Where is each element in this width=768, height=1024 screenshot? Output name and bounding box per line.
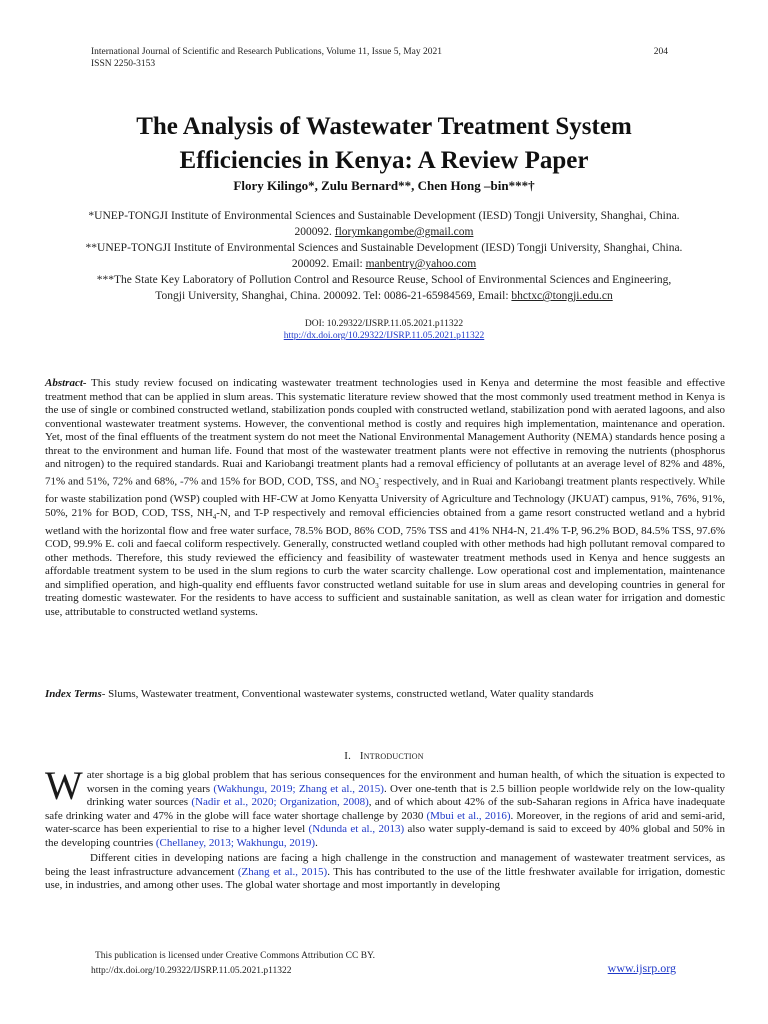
abstract — [45, 377, 725, 619]
paper-title — [40, 110, 728, 178]
affiliation-2 — [84, 240, 684, 272]
intro-text: . This has contributed to the use of the little freshwater available for irrigation, domestic use, in industries, and among other uses. The global water shortage and most importantly in developing — [45, 865, 725, 892]
journal-header: International Journal of Scientific and Research Publications, Volume 11, Issue 5, May 2021 — [91, 47, 442, 57]
index-terms-label: Index Terms — [45, 688, 102, 700]
citation-link[interactable]: (Chellaney, 2013; Wakhungu, 2019) — [155, 836, 316, 849]
nh4-subscript: 4 — [212, 512, 217, 521]
section-number: I. — [344, 750, 352, 762]
abstract-text-a: This study review focused on indicating wastewater treatment technologies used in Kenya and determine the most feasible and effective treatment method that can be applied in slum areas. This systematic literature review showed that the most commonly used treatment method in Kenya is the use of single or combined constructed wetland, stabilization ponds coupled with constructed wetland, stabilization pond with aerated lagoons, and also conventional wastewater treatment systems. However, the conventional method is costly and requires high implementation, maintenance and operation. Yet, most of the final effluents of the treatment system do not meet the National Environmental Management Authority (NEMA) standards hence posing a threat to the environment and human life. Found that most of the wastewater treatment plants were not effective in removing the nutrients (phosphorus and nitrogen) to the required standards. Ruai and Kariobangi treatment plants had a removal efficiency of pollutants at an average level of 82% and 48%, 71% and 51%, 72% and 68%, -7% and 15% for BOD, COD, TSS, and NO — [45, 377, 725, 488]
intro-text: . Over one-tenth that is 2.5 billion people worldwide rely on the low-quality drinking water sources — [86, 782, 726, 809]
section-title-first: I — [359, 750, 364, 762]
doi-link[interactable]: http://dx.doi.org/10.29322/IJSRP.11.05.2021.p11322 — [283, 331, 485, 341]
affiliation-1-text: *UNEP-TONGJI Institute of Environmental Sciences and Sustainable Development (IESD) Tongji University, Shanghai, China. 200092. — [88, 210, 680, 238]
citation-link[interactable]: (Ndunda et al., 2013) — [308, 823, 405, 836]
affiliation-1-email[interactable]: florymkangombe@gmail.com — [334, 226, 474, 238]
authors: Flory Kilingo*, Zulu Bernard**, Chen Hong –bin***† — [233, 178, 535, 193]
affiliation-2-text: **UNEP-TONGJI Institute of Environmental Sciences and Sustainable Development (IESD) Tongji University, Shanghai, China. 200092. Email: — [85, 242, 683, 270]
section-title-rest: ntroduction — [363, 750, 424, 762]
title-line-2: Efficiencies in Kenya: A Review Paper — [179, 147, 589, 174]
abstract-text-b: respectively, and in Ruai and Kariobangi treatment plants respectively. While for waste stabilization pond (WSP) coupled with HF-CW at Jomo Kenyatta University of Agriculture and Technology (JKUAT) campus, 91%, 76%, 91%, 50%, 21% for BOD, COD, TSS, NH — [45, 475, 725, 519]
no3-subscript: 3 — [375, 481, 379, 490]
affiliation-3-email[interactable]: bhctxc@tongji.edu.cn — [511, 290, 613, 302]
affiliation-1 — [84, 208, 684, 240]
affiliation-3-text: ***The State Key Laboratory of Pollution Control and Resource Reuse, School of Environmental Sciences and Engineering, Tongji University, Shanghai, China. 200092. Tel: 0086-21-65984569, Email: — [96, 274, 672, 302]
drop-cap: W — [45, 763, 83, 808]
intro-text: , and of which about 42% of the sub-Saharan regions in Africa have inadequate safe drinking water and 47% in the globe will face water shortage challenge by 2030 — [45, 796, 725, 822]
intro-text: ater shortage is a big global problem that has serious consequences for the environment and human health, of which the situation is expected to worsen in the coming years — [86, 769, 725, 795]
footer-doi-link[interactable]: http://dx.doi.org/10.29322/IJSRP.11.05.2021.p11322 — [91, 966, 292, 976]
affiliation-3 — [84, 272, 684, 304]
doi-block — [40, 318, 728, 342]
citation-link[interactable]: (Wakhungu, 2019; Zhang et al., 2015) — [213, 782, 384, 795]
abstract-label: Abstract- — [45, 377, 87, 389]
index-terms-text: - Slums, Wastewater treatment, Conventional wastewater systems, constructed wetland, Water quality standards — [101, 688, 594, 700]
doi-label: DOI: 10.29322/IJSRP.11.05.2021.p11322 — [304, 319, 464, 329]
affiliation-2-email[interactable]: manbentry@yahoo.com — [365, 258, 477, 270]
intro-text: . Moreover, in the regions of arid and semi-arid, water-scarce has been experiential to rise to a higher level — [45, 809, 725, 836]
journal-website-link[interactable]: www.ijsrp.org — [607, 961, 676, 975]
license-notice: This publication is licensed under Creative Commons Attribution CC BY. — [95, 951, 376, 961]
citation-link[interactable]: (Nadir et al., 2020; Organization, 2008) — [191, 796, 369, 809]
abstract-text-c: -N, and T-P respectively and removal efficiencies obtained from a game resort constructed wetland and a hybrid wetland with the horizontal flow and free water surface, 78.5% BOD, 86% COD, 75% TSS and 41% NH4-N, 21.4% T-P, 96.2% BOD, 84.5% TSS, 97.6% COD, 99.9% E. coli and faecal coliform respectively. Generally, constructed wetland coupled with other methods had high pollutant removal compared to other methods. Therefore, this study reviewed the efficiency and feasibility of wastewater treatment methods used in Kenya and hence suggests an affordable treatment system to be used in the slum regions to curb the water scarcity challenge. Low operational cost and implementation, maintenance and simplified operation, and high-quality end effluents favor constructed wetland suitable for use in slum areas and developing countries in general for treating domestic wastewater. For the residents to have access to sufficient and sustainable sanitation, as well as clean water for irrigation and domestic use, attributable to constructed wetland systems. — [45, 506, 725, 618]
affiliations — [84, 208, 684, 304]
page-number: 204 — [653, 47, 668, 57]
title-line-1: The Analysis of Wastewater Treatment System — [136, 113, 632, 140]
intro-text: . — [315, 836, 318, 849]
intro-paragraph-2 — [45, 852, 725, 893]
intro-paragraph-1 — [45, 763, 726, 850]
section-heading — [40, 750, 728, 762]
intro-text: also water supply-demand is said to exceed by 40% global and 50% in the developing countries — [45, 823, 726, 849]
no3-superscript: - — [378, 473, 382, 482]
introduction-body — [45, 763, 726, 893]
issn: ISSN 2250-3153 — [91, 59, 156, 69]
index-terms — [45, 688, 725, 702]
citation-link[interactable]: (Mbui et al., 2016) — [426, 809, 511, 822]
citation-link[interactable]: (Zhang et al., 2015) — [237, 865, 328, 878]
intro-text: Different cities in developing nations are facing a high challenge in the construction and management of wastewater treatment services, as being the least infrastructure advancement — [45, 852, 725, 878]
